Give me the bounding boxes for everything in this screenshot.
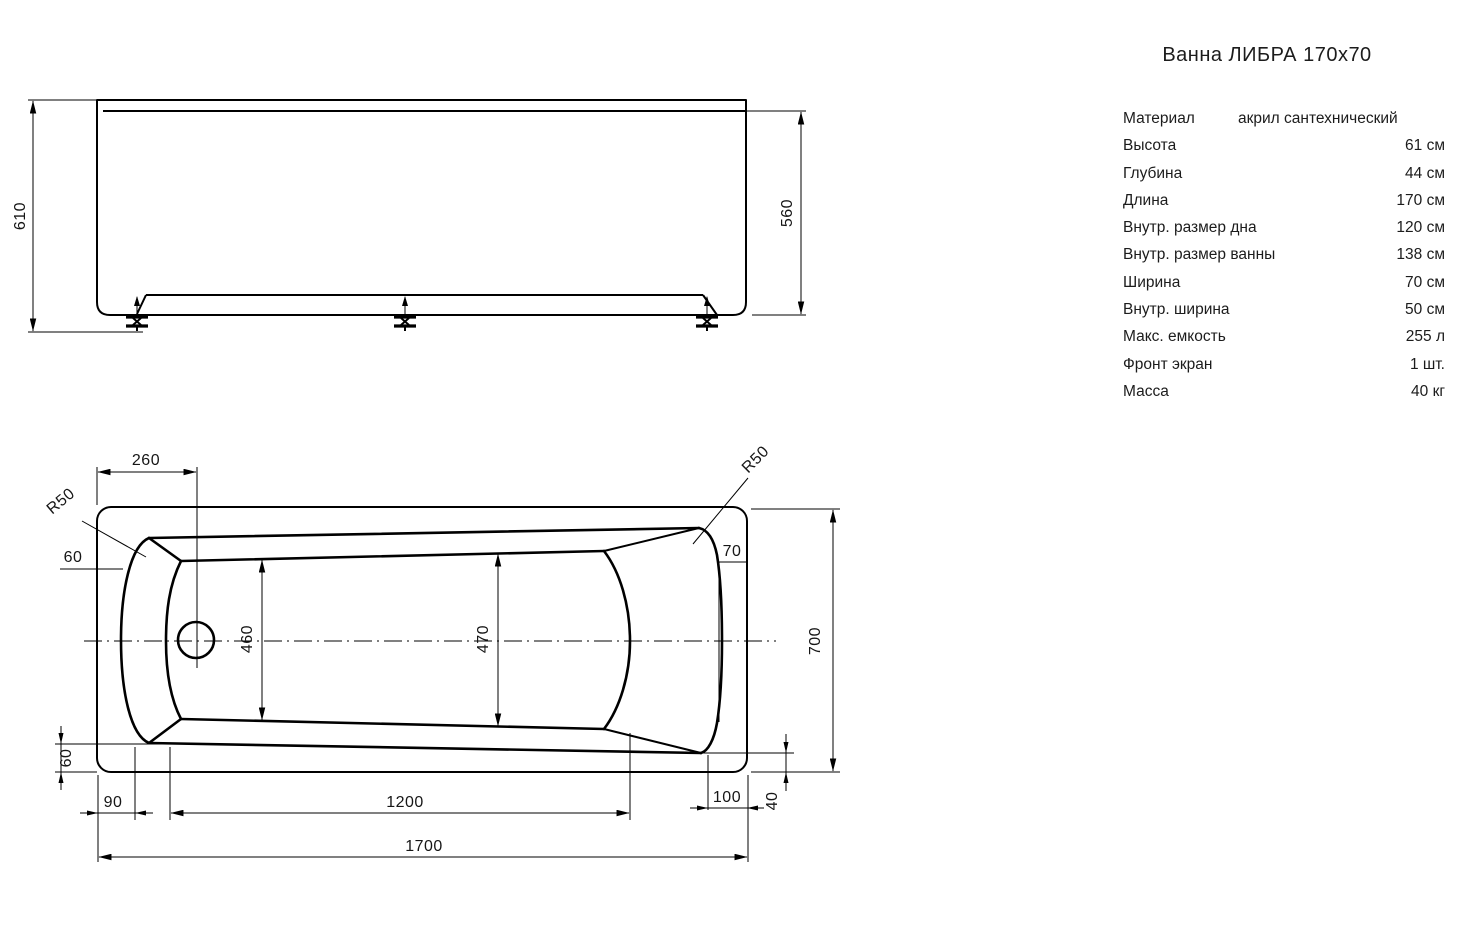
dim-60-bottom bbox=[55, 726, 167, 790]
dim-560 bbox=[746, 111, 806, 315]
dim-r50-right bbox=[693, 443, 773, 544]
spec-value: 70 см bbox=[1405, 273, 1445, 291]
spec-row bbox=[1123, 164, 1445, 191]
dim-label-60-top: 60 bbox=[63, 549, 83, 566]
dim-100 bbox=[690, 755, 764, 811]
dim-label-70: 70 bbox=[722, 543, 742, 560]
dim-label-r50-left: R50 bbox=[43, 485, 79, 518]
front-tub-outline bbox=[97, 100, 746, 315]
spec-row bbox=[1123, 136, 1445, 163]
foot-icon bbox=[126, 296, 148, 331]
spec-value: 44 см bbox=[1405, 164, 1445, 182]
dim-90 bbox=[80, 747, 153, 820]
front-elevation-view bbox=[12, 100, 806, 332]
spec-label: Фронт экран bbox=[1123, 355, 1213, 373]
dim-60-top bbox=[60, 549, 123, 569]
dim-260 bbox=[97, 452, 196, 505]
spec-value: 50 см bbox=[1405, 301, 1445, 319]
dim-470 bbox=[475, 554, 498, 726]
dim-label-1200: 1200 bbox=[386, 794, 424, 811]
foot-icon bbox=[394, 296, 416, 331]
spec-label: Макс. емкость bbox=[1123, 328, 1226, 346]
spec-value: 138 см bbox=[1396, 246, 1445, 264]
spec-table bbox=[1123, 109, 1445, 409]
dim-label-470: 470 bbox=[475, 624, 492, 654]
dim-label-40: 40 bbox=[764, 791, 781, 811]
spec-value: 120 см bbox=[1396, 219, 1445, 237]
spec-label: Ширина bbox=[1123, 273, 1181, 291]
page-title: Ванна ЛИБРА 170x70 bbox=[1162, 44, 1372, 66]
spec-value: 170 см bbox=[1396, 191, 1445, 209]
plan-view bbox=[44, 443, 840, 862]
dim-1200 bbox=[170, 733, 630, 820]
drain-hole bbox=[178, 622, 214, 658]
spec-label: Длина bbox=[1123, 191, 1169, 209]
spec-label: Высота bbox=[1123, 137, 1177, 155]
dim-label-700: 700 bbox=[807, 626, 824, 656]
spec-row bbox=[1123, 355, 1445, 382]
spec-label: Глубина bbox=[1123, 164, 1183, 182]
front-apron-line bbox=[137, 295, 717, 315]
spec-label: Материал bbox=[1123, 110, 1195, 127]
foot-icon bbox=[696, 296, 718, 331]
spec-value: 61 см bbox=[1405, 137, 1445, 155]
dim-label-610: 610 bbox=[12, 201, 29, 231]
spec-value: 1 шт. bbox=[1409, 355, 1445, 373]
spec-label: Внутр. ширина bbox=[1123, 301, 1230, 319]
dim-label-560: 560 bbox=[779, 198, 796, 228]
dim-700 bbox=[751, 509, 840, 772]
spec-row bbox=[1123, 109, 1445, 136]
dim-label-1700: 1700 bbox=[405, 838, 443, 855]
spec-row bbox=[1123, 245, 1445, 272]
dim-label-260: 260 bbox=[131, 452, 161, 469]
dim-460 bbox=[239, 560, 262, 720]
dim-label-90: 90 bbox=[103, 794, 123, 811]
spec-row bbox=[1123, 327, 1445, 354]
dim-610 bbox=[12, 100, 143, 332]
spec-value: 40 кг bbox=[1411, 382, 1445, 400]
spec-label: Внутр. размер дна bbox=[1123, 219, 1257, 237]
front-feet bbox=[126, 296, 718, 331]
spec-value: акрил сантехнический bbox=[1238, 110, 1398, 127]
dim-label-r50-right: R50 bbox=[738, 442, 773, 477]
spec-label: Внутр. размер ванны bbox=[1123, 246, 1276, 264]
dim-label-100: 100 bbox=[712, 789, 742, 806]
spec-row bbox=[1123, 191, 1445, 218]
dim-1700 bbox=[98, 775, 748, 862]
spec-value: 255 л bbox=[1405, 328, 1445, 346]
dim-label-460: 460 bbox=[239, 624, 256, 654]
spec-row bbox=[1123, 273, 1445, 300]
spec-row bbox=[1123, 218, 1445, 245]
plan-tub-outline bbox=[97, 507, 747, 772]
dim-r50-left bbox=[44, 485, 146, 557]
spec-row bbox=[1123, 382, 1445, 409]
spec-label: Масса bbox=[1123, 382, 1169, 400]
dim-label-60-bottom: 60 bbox=[58, 748, 75, 768]
spec-row bbox=[1123, 300, 1445, 327]
